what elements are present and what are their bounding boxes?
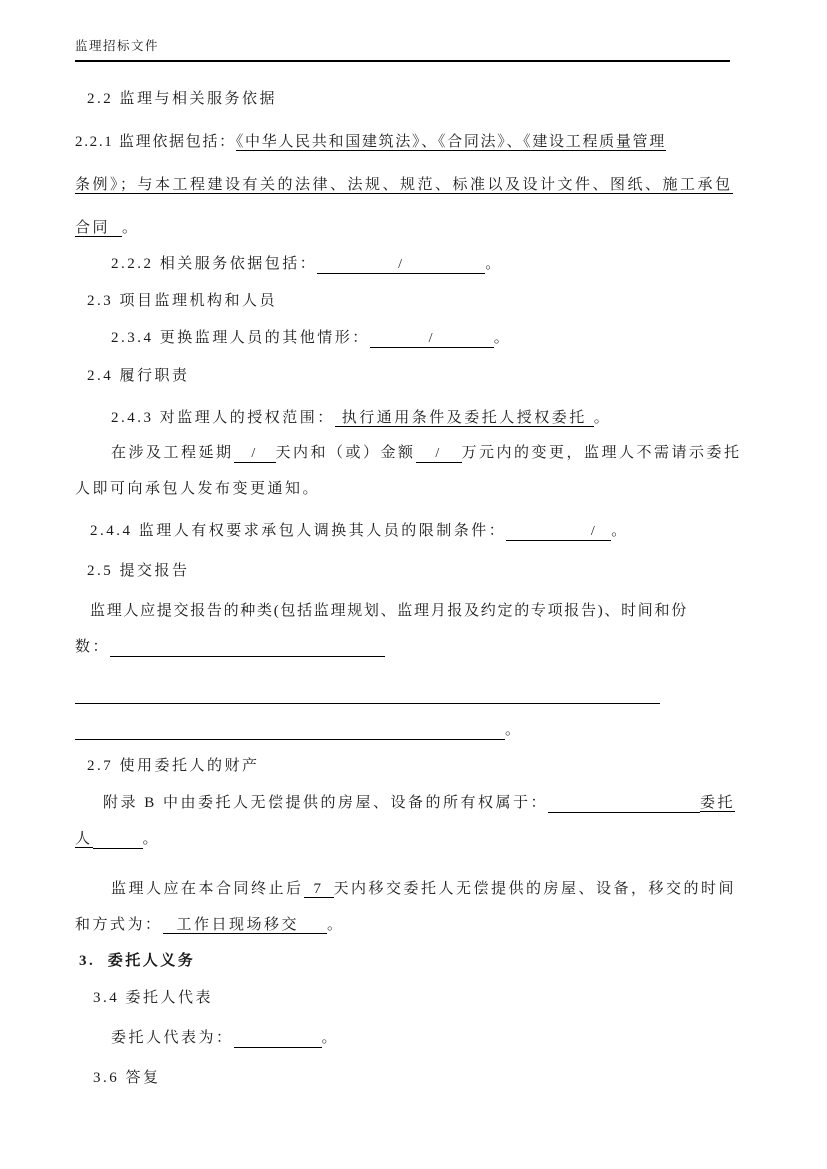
doc-line — [75, 815, 730, 851]
doc-line — [75, 742, 730, 778]
doc-line — [75, 197, 730, 240]
doc-line — [75, 706, 730, 742]
text-run: 2.4.4 监理人有权要求承包人调换其人员的限制条件： — [90, 523, 507, 539]
doc-line — [75, 388, 730, 430]
text-run: 3.4 委托人代表 — [93, 990, 214, 1006]
underlined-text: 人 — [75, 831, 93, 847]
text-run: 3.6 答复 — [93, 1070, 161, 1086]
underlined-text: 合同 — [75, 220, 122, 237]
text-run: 和方式为： — [75, 917, 163, 933]
text-run: 。 — [493, 330, 512, 346]
doc-line — [75, 430, 742, 465]
text-run: 2.2.2 相关服务依据包括： — [111, 256, 318, 272]
text-run: 。 — [142, 831, 161, 847]
underlined-text: 7 — [304, 881, 334, 898]
blank-field: / — [370, 330, 494, 348]
text-run: 。 — [505, 722, 523, 738]
doc-line — [75, 62, 730, 111]
text-run: 天内移交委托人无偿提供的房屋、设备，移交的时间 — [333, 881, 737, 897]
doc-line — [75, 1010, 730, 1050]
text-run: 监理人应在本合同终止后 — [111, 881, 304, 897]
doc-line — [75, 240, 730, 276]
doc-line — [75, 659, 730, 706]
doc-line — [75, 1050, 730, 1090]
doc-line — [75, 543, 730, 583]
text-run: 。 — [321, 1030, 340, 1046]
underlined-text: 工作日现场移交 — [163, 917, 328, 934]
text-run: 。 — [122, 220, 140, 236]
text-run: 。 — [611, 523, 629, 539]
text-run: 2.7 使用委托人的财产 — [87, 758, 260, 774]
blank-field: / — [506, 523, 611, 541]
underlined-text: 委托 — [700, 795, 736, 811]
text-run: 2.4.3 对监理人的授权范围： — [111, 410, 335, 426]
text-run: 监理人应提交报告的种类(包括监理规划、监理月报及约定的专项报告)、时间和份 — [90, 603, 688, 619]
underlined-text: 执行通用条件及委托人授权委托 — [335, 410, 594, 427]
blank-field — [548, 795, 700, 813]
doc-line — [75, 465, 730, 501]
text-run: 委托人代表为： — [111, 1030, 234, 1046]
doc-line — [75, 350, 730, 388]
text-run: 万元内的变更，监理人不需请示委托 — [461, 445, 742, 461]
doc-line — [75, 276, 730, 313]
text-run: 2.3 项目监理机构和人员 — [87, 293, 278, 309]
text-run: 2.4 履行职责 — [87, 368, 190, 384]
underlined-text: 《中华人民共和国建筑法》、《合同法》、《建设工程质量管理 — [235, 134, 666, 150]
doc-line — [75, 778, 736, 815]
text-run: 2.2 监理与相关服务依据 — [87, 91, 278, 107]
blank-field — [75, 686, 660, 704]
blank-field — [234, 1030, 322, 1048]
text-run: 。 — [327, 917, 345, 933]
underlined-text: 条例》；与本工程建设有关的法律、法规、规范、标准以及设计文件、图纸、施工承包 — [75, 177, 733, 193]
text-run: 。 — [593, 410, 612, 426]
text-run: 3. 委托人义务 — [79, 953, 196, 969]
doc-line — [75, 111, 730, 154]
blank-field — [110, 639, 385, 657]
document-body — [75, 62, 742, 1090]
blank-field — [75, 722, 505, 740]
blank-field: / — [317, 256, 485, 274]
text-run: 2.5 提交报告 — [87, 563, 190, 579]
text-run: 人即可向承包人发布变更通知。 — [75, 481, 321, 497]
blank-field: / — [234, 445, 276, 463]
text-run: 附录 B 中由委托人无偿提供的房屋、设备的所有权属于： — [103, 795, 549, 811]
text-run: 2.2.1 监理依据包括： — [75, 134, 236, 150]
doc-line — [75, 937, 730, 973]
text-run: 数： — [75, 639, 111, 655]
doc-line — [75, 973, 730, 1010]
blank-field: / — [416, 445, 462, 463]
text-run: 在涉及工程延期 — [111, 445, 234, 461]
doc-line — [75, 623, 730, 659]
header-title: 监理招标文件 — [75, 39, 160, 53]
text-run: 天内和（或）金额 — [275, 445, 416, 461]
doc-line — [75, 851, 737, 901]
doc-line — [75, 313, 730, 350]
doc-line — [75, 154, 733, 197]
doc-line — [75, 901, 730, 937]
doc-line — [75, 501, 730, 543]
text-run: 2.3.4 更换监理人员的其他情形： — [111, 330, 370, 346]
blank-field — [93, 831, 143, 849]
text-run: 。 — [485, 256, 503, 272]
doc-line — [75, 583, 730, 623]
page-header — [75, 36, 730, 62]
